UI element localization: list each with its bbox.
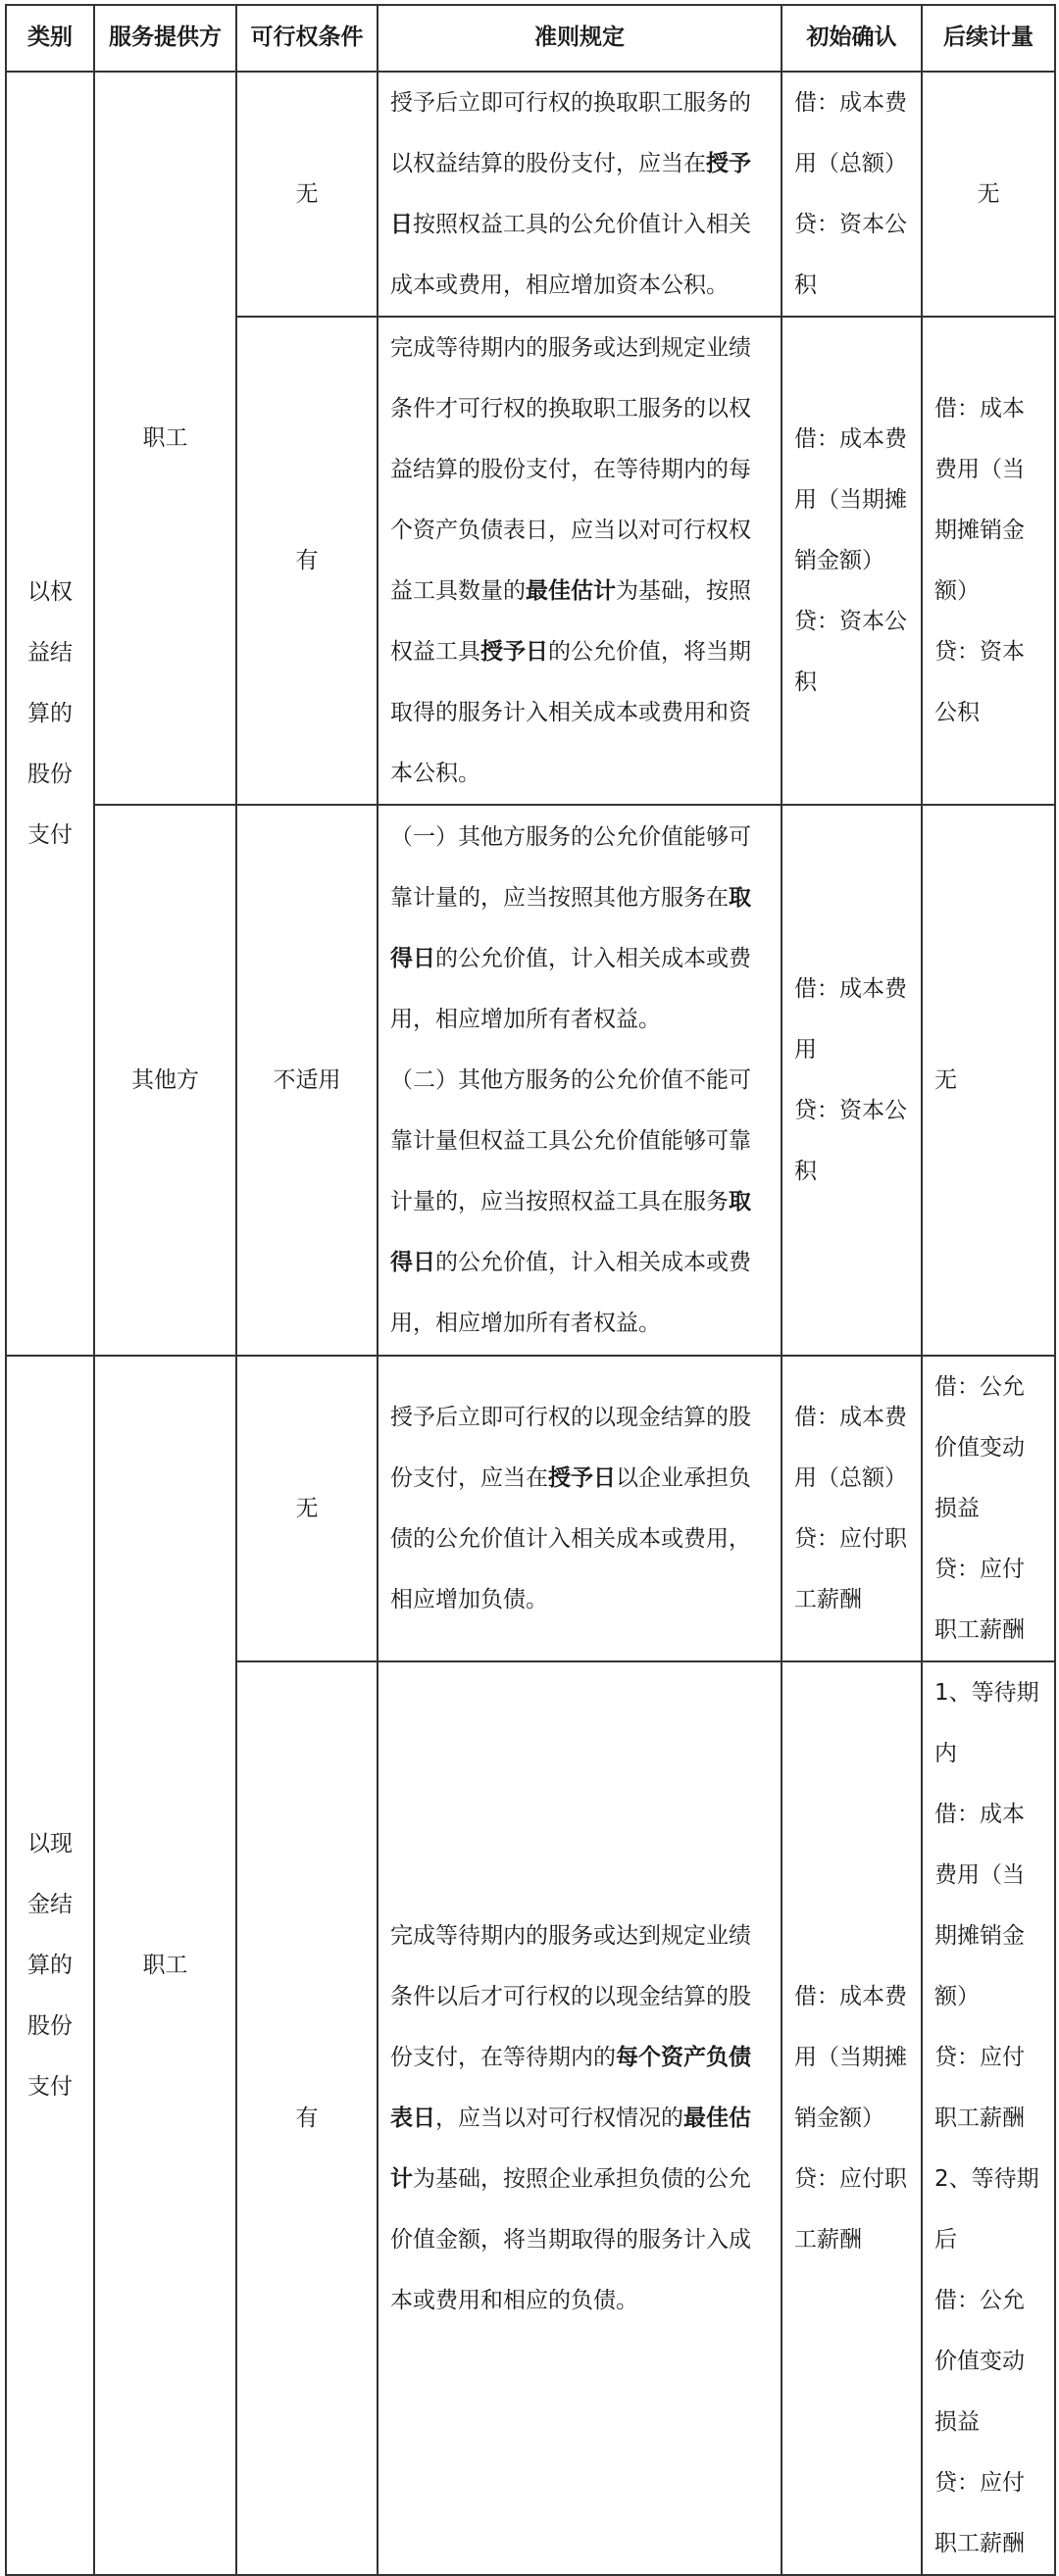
header-rule: 准则规定 <box>378 5 782 72</box>
condition-none: 无 <box>236 1356 378 1661</box>
condition-has: 有 <box>236 1661 378 2575</box>
rule-text: （一）其他方服务的公允价值能够可靠计量的，应当按照其他方服务在取得日的公允价值，计入相关成本或费用，相应增加所有者权益。 （二）其他方服务的公允价值不能可靠计量但权益工具公允价值能够可靠计量的，应当按照权益工具在服务取得日的公允价值，计入相关成本或费用，相应增加所有者权益。 <box>378 805 782 1356</box>
header-condition: 可行权条件 <box>236 5 378 72</box>
header-initial: 初始确认 <box>782 5 922 72</box>
header-provider: 服务提供方 <box>94 5 236 72</box>
provider-other: 其他方 <box>94 805 236 1356</box>
header-subsequent: 后续计量 <box>922 5 1055 72</box>
header-row <box>6 5 1055 72</box>
subsequent-measurement: 借：成本费用（当期摊销金额） 贷：资本公积 <box>922 317 1055 805</box>
rule-text: 完成等待期内的服务或达到规定业绩条件才可行权的换取职工服务的以权益结算的股份支付，在等待期内的每个资产负债表日，应当以对可行权权益工具数量的最佳估计为基础，按照权益工具授予日的公允价值，将当期取得的服务计入相关成本或费用和资本公积。 <box>378 317 782 805</box>
rule-text: 完成等待期内的服务或达到规定业绩条件以后才可行权的以现金结算的股份支付，在等待期内的每个资产负债表日，应当以对可行权情况的最佳估计为基础，按照企业承担负债的公允价值金额，将当期取得的服务计入成本或费用和相应的负债。 <box>378 1661 782 2575</box>
table-row <box>6 72 1055 317</box>
subsequent-measurement: 无 <box>922 805 1055 1356</box>
initial-recognition: 借：成本费用（总额） 贷：应付职工薪酬 <box>782 1356 922 1661</box>
rule-text: 授予后立即可行权的以现金结算的股份支付，应当在授予日以企业承担负债的公允价值计入相关成本或费用，相应增加负债。 <box>378 1356 782 1661</box>
condition-not-applicable: 不适用 <box>236 805 378 1356</box>
table-row <box>6 1356 1055 1661</box>
category-equity: 以权益结算的股份支付 <box>6 72 94 1356</box>
subsequent-measurement: 无 <box>922 72 1055 317</box>
condition-has: 有 <box>236 317 378 805</box>
header-category: 类别 <box>6 5 94 72</box>
provider-employee: 职工 <box>94 1356 236 2575</box>
share-payment-rules-table <box>5 4 1056 2576</box>
category-cash: 以现金结算的股份支付 <box>6 1356 94 2575</box>
initial-recognition: 借：成本费用（总额） 贷：资本公积 <box>782 72 922 317</box>
subsequent-measurement: 1、等待期内 借：成本费用（当期摊销金额） 贷：应付职工薪酬 2、等待期后 借：公允价值变动损益 贷：应付职工薪酬 <box>922 1661 1055 2575</box>
condition-none: 无 <box>236 72 378 317</box>
initial-recognition: 借：成本费用（当期摊销金额） 贷：资本公积 <box>782 317 922 805</box>
initial-recognition: 借：成本费用 贷：资本公积 <box>782 805 922 1356</box>
rule-text: 授予后立即可行权的换取职工服务的以权益结算的股份支付，应当在授予日按照权益工具的公允价值计入相关成本或费用，相应增加资本公积。 <box>378 72 782 317</box>
initial-recognition: 借：成本费用（当期摊销金额） 贷：应付职工薪酬 <box>782 1661 922 2575</box>
table-row <box>6 805 1055 1356</box>
subsequent-measurement: 借：公允价值变动损益 贷：应付职工薪酬 <box>922 1356 1055 1661</box>
provider-employee: 职工 <box>94 72 236 805</box>
